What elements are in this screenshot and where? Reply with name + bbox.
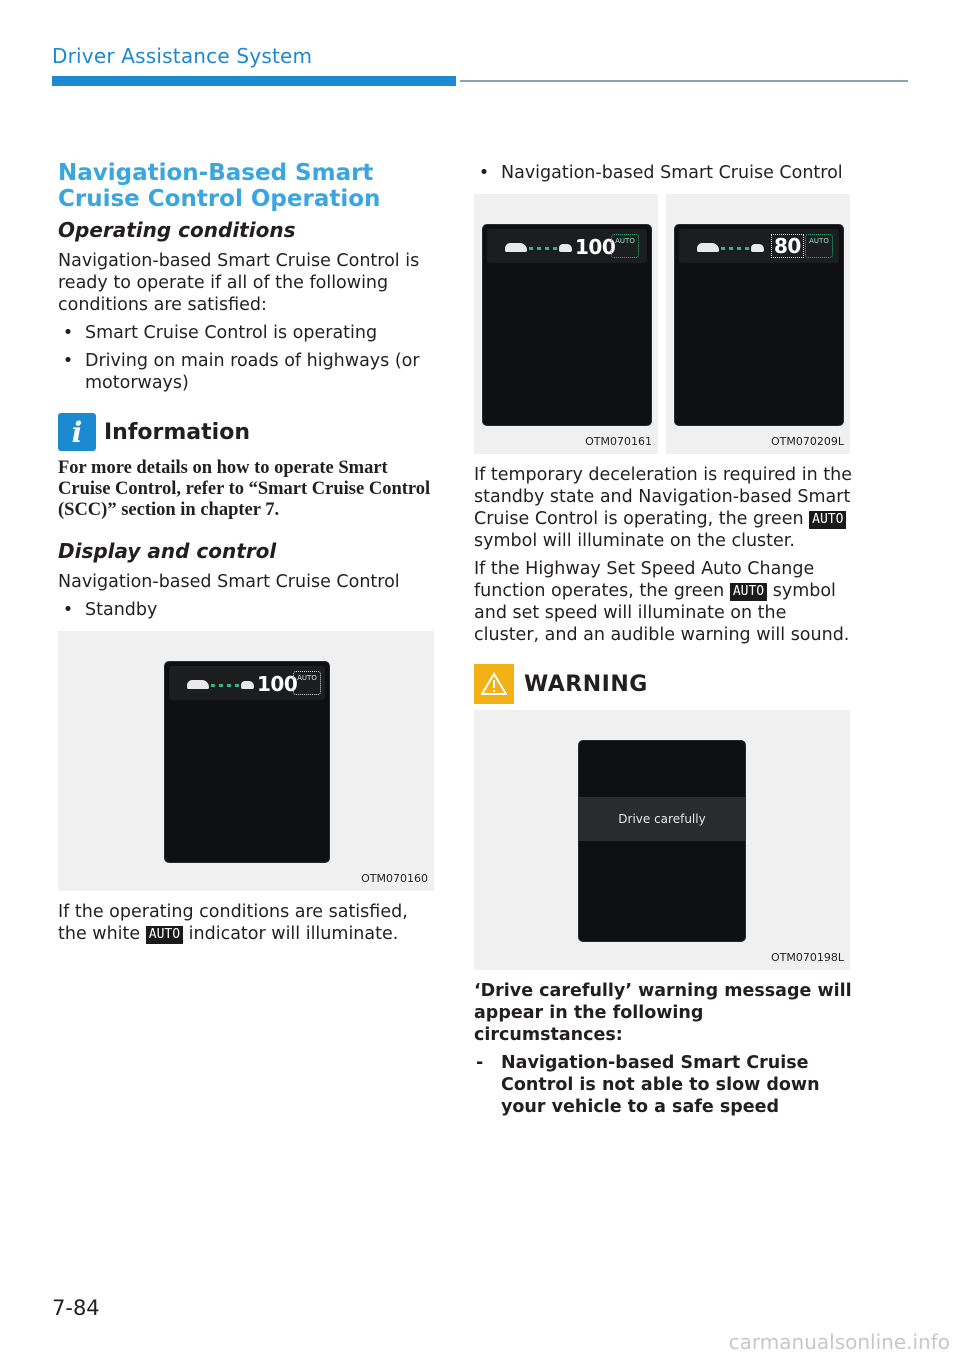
cluster-screen <box>482 224 652 426</box>
information-label: Information <box>104 419 250 445</box>
dash-mark: - <box>476 1053 484 1073</box>
figure-caption: OTM070198L <box>771 951 844 964</box>
distance-dots-icon <box>529 247 559 250</box>
set-speed: 80 <box>771 234 804 258</box>
header-rule-blue <box>52 76 456 86</box>
operating-conditions-heading: Operating conditions <box>58 218 296 242</box>
auto-indicator: AUTO <box>293 671 321 695</box>
operating-conditions-intro: Navigation-based Smart Cruise Control is ready to operate if all of the following conditions are satisfied: <box>58 251 420 315</box>
warning-triangle-icon <box>474 664 514 704</box>
cluster-figure-standby <box>58 631 434 891</box>
warning-heading <box>474 664 852 704</box>
deceleration-description <box>474 464 852 552</box>
text-segment: symbol and set speed will illuminate on the cluster, and an audible warning will sound. <box>474 581 850 645</box>
distance-dots-icon <box>211 684 241 687</box>
lead-vehicle-icon <box>559 244 572 252</box>
lead-vehicle-icon <box>751 244 764 252</box>
cluster-figure-pair <box>474 194 852 456</box>
figure-caption: OTM070209L <box>771 435 844 448</box>
auto-symbol: AUTO <box>730 583 767 601</box>
bullet-text: Smart Cruise Control is operating <box>85 323 378 343</box>
running-header-title: Driver Assistance System <box>52 44 313 68</box>
cluster-figure-operating <box>474 194 658 454</box>
watermark: carmanualsonline.info <box>728 1330 950 1354</box>
page-number: 7-84 <box>52 1296 100 1320</box>
text-segment: If the operating conditions are satisfied, the white <box>58 902 408 944</box>
auto-symbol: AUTO <box>809 511 846 529</box>
cluster-status-strip <box>679 229 839 263</box>
information-icon: i <box>58 413 96 451</box>
bullet-text: Standby <box>85 600 158 620</box>
auto-indicator: AUTO <box>805 234 833 258</box>
cluster-status-strip <box>487 229 647 263</box>
cluster-screen <box>674 224 844 426</box>
display-control-heading: Display and control <box>58 539 277 563</box>
warning-triangle-icon <box>481 672 507 696</box>
warning-item-text: Navigation-based Smart Cruise Control is not able to slow down your vehicle to a safe speed <box>501 1053 820 1117</box>
right-column <box>474 160 852 1118</box>
cluster-status-strip <box>169 666 325 700</box>
lead-vehicle-icon <box>241 681 254 689</box>
cluster-screen <box>578 740 746 942</box>
set-speed: 100 <box>575 235 616 259</box>
bullet-dot: • <box>62 323 74 343</box>
information-text: For more details on how to operate Smart Cruise Control, refer to “Smart Cruise Control (SCC)” section in chapter 7. <box>58 458 431 520</box>
auto-indicator: AUTO <box>611 234 639 258</box>
left-column <box>58 160 440 945</box>
bullet-item <box>58 350 440 394</box>
header-rule-gray <box>460 80 908 82</box>
vehicle-icon <box>187 680 209 689</box>
vehicle-icon <box>505 243 527 252</box>
warning-text: ‘Drive carefully’ warning message will appear in the following circumstances: <box>474 981 852 1045</box>
cluster-figure-drive-carefully <box>474 710 850 970</box>
auto-symbol: AUTO <box>146 926 183 944</box>
set-speed: 100 <box>257 672 298 696</box>
figure-caption: OTM070161 <box>585 435 652 448</box>
distance-dots-icon <box>721 247 751 250</box>
bullet-dot: • <box>62 351 74 371</box>
bullet-item <box>58 599 440 621</box>
warning-item <box>474 1052 852 1118</box>
warning-label: WARNING <box>524 671 648 697</box>
section-title: Navigation-Based Smart Cruise Control Operation <box>58 160 381 212</box>
bullet-text: Navigation-based Smart Cruise Control <box>501 163 843 183</box>
auto-change-description <box>474 558 852 646</box>
bullet-item <box>474 162 852 184</box>
text-segment: If temporary deceleration is required in the standby state and Navigation-based Smart Cruise Control is operating, the green <box>474 465 852 529</box>
vehicle-icon <box>697 243 719 252</box>
bullet-text: Driving on main roads of highways (or motorways) <box>85 351 420 393</box>
cluster-screen <box>164 661 330 863</box>
display-control-intro: Navigation-based Smart Cruise Control <box>58 572 400 592</box>
bullet-item <box>58 322 440 344</box>
bullet-dot: • <box>478 163 490 183</box>
text-segment: symbol will illuminate on the cluster. <box>474 531 795 551</box>
text-segment: indicator will illuminate. <box>188 924 399 944</box>
cluster-figure-auto-change <box>666 194 850 454</box>
text-segment: If the Highway Set Speed Auto Change function operates, the green <box>474 559 815 601</box>
drive-carefully-message: Drive carefully <box>579 797 745 841</box>
information-heading <box>58 412 440 452</box>
standby-description <box>58 901 440 945</box>
figure-caption: OTM070160 <box>361 872 428 885</box>
bullet-dot: • <box>62 600 74 620</box>
